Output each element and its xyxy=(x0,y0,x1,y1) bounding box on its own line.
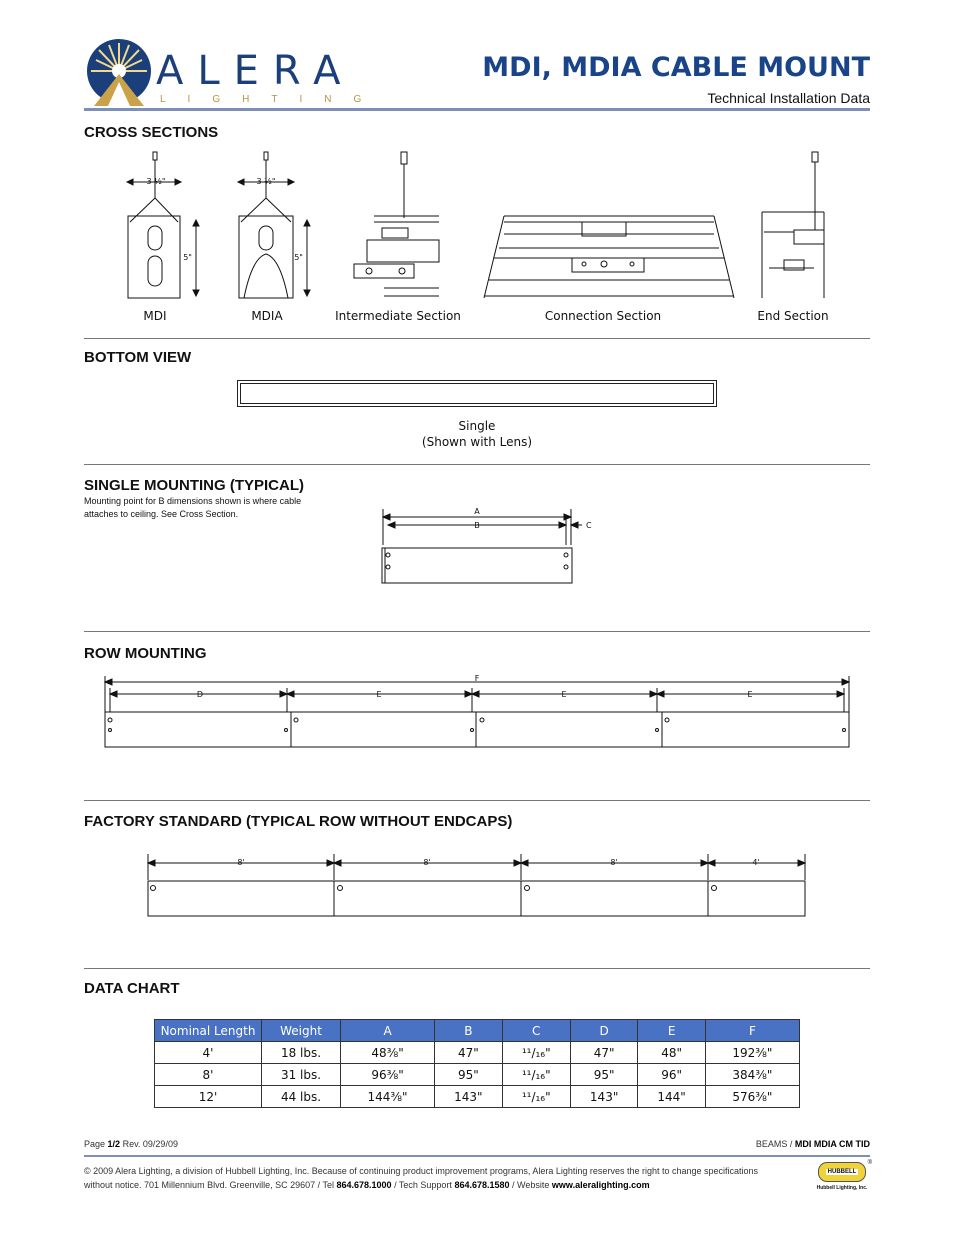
page-number xyxy=(84,1139,178,1149)
hubbell-badge-icon xyxy=(818,1162,866,1182)
table-cell: 95" xyxy=(570,1064,637,1086)
mdia-width-dim: 3 ½" xyxy=(256,177,276,186)
mdi-width-dim: 3 ½" xyxy=(146,177,166,186)
phone: 864.678.1000 xyxy=(336,1180,392,1190)
end-section-drawing xyxy=(762,152,824,298)
page-subtitle: Technical Installation Data xyxy=(707,90,870,106)
dim-c-label: C xyxy=(586,521,592,530)
section-divider xyxy=(84,968,870,969)
section-heading-factory: FACTORY STANDARD (TYPICAL ROW WITHOUT ENDCAPS) xyxy=(84,813,513,830)
factory-dim-label: 4' xyxy=(752,858,760,867)
doc-code: MDI MDIA CM TID xyxy=(794,1139,870,1149)
col-b: B xyxy=(435,1020,502,1042)
address: without notice. 701 Millennium Blvd. Greenville, SC 29607 / Tel xyxy=(84,1180,334,1190)
cross-label-mdia: MDIA xyxy=(251,309,283,323)
revision: Rev. 09/29/09 xyxy=(122,1139,178,1149)
factory-dim-label: 8' xyxy=(237,858,245,867)
table-cell: 143" xyxy=(435,1086,502,1108)
section-divider xyxy=(84,338,870,339)
table-row xyxy=(155,1042,800,1064)
section-divider xyxy=(84,631,870,632)
table-cell: ¹¹/₁₆" xyxy=(502,1042,570,1064)
row-mounting-diagram xyxy=(100,672,856,752)
single-mounting-note: Mounting point for B dimensions shown is where cable attaches to ceiling. See Cross Section. xyxy=(84,496,302,519)
col-weight: Weight xyxy=(262,1020,341,1042)
bottom-view-caption-2: (Shown with Lens) xyxy=(421,435,533,449)
bottom-view-caption-1: Single xyxy=(458,419,496,433)
table-cell: 31 lbs. xyxy=(262,1064,341,1086)
table-cell: 576⅜" xyxy=(705,1086,799,1108)
hubbell-logo xyxy=(812,1162,872,1198)
bottom-view-fixture xyxy=(237,380,717,407)
connection-section-drawing xyxy=(484,216,734,298)
table-cell: 144" xyxy=(638,1086,705,1108)
section-divider xyxy=(84,464,870,465)
logo-wordmark: ALERA xyxy=(156,48,355,94)
cross-label-connection: Connection Section xyxy=(544,309,662,323)
logo-subtitle: LIGHTING xyxy=(160,94,384,105)
support-phone: 864.678.1580 xyxy=(454,1180,510,1190)
table-cell: 47" xyxy=(435,1042,502,1064)
hubbell-badge-text: HUBBELL xyxy=(827,1169,857,1175)
dim-d-label: D xyxy=(196,690,204,699)
header-divider xyxy=(84,108,870,111)
page-value: 1/2 xyxy=(107,1139,121,1149)
table-cell: 4' xyxy=(155,1042,262,1064)
dim-a-label: A xyxy=(474,507,480,516)
mdia-height-dim: 5" xyxy=(294,253,303,262)
table-row xyxy=(155,1086,800,1108)
website-label: / Website xyxy=(512,1180,550,1190)
col-d: D xyxy=(570,1020,637,1042)
cross-label-mdi: MDI xyxy=(143,309,167,323)
table-header-row xyxy=(155,1020,800,1042)
table-cell: 12' xyxy=(155,1086,262,1108)
table-cell: 95" xyxy=(435,1064,502,1086)
table-cell: 18 lbs. xyxy=(262,1042,341,1064)
section-heading-row: ROW MOUNTING xyxy=(84,645,207,662)
table-cell: 48⅜" xyxy=(341,1042,435,1064)
table-cell: 8' xyxy=(155,1064,262,1086)
table-cell: 47" xyxy=(570,1042,637,1064)
section-divider xyxy=(84,800,870,801)
mdi-cross-section xyxy=(127,152,199,298)
table-row xyxy=(155,1064,800,1086)
table-cell: 44 lbs. xyxy=(262,1086,341,1108)
website-link[interactable]: www.aleralighting.com xyxy=(551,1180,650,1190)
copyright-text xyxy=(84,1164,784,1192)
contact-line xyxy=(84,1178,784,1192)
single-mounting-diagram xyxy=(374,505,604,590)
table-cell: 143" xyxy=(570,1086,637,1108)
registered-mark: ® xyxy=(867,1160,872,1166)
section-heading-single: SINGLE MOUNTING (TYPICAL) xyxy=(84,477,304,494)
table-cell: 96⅜" xyxy=(341,1064,435,1086)
dim-f-label: F xyxy=(474,674,480,683)
mdi-height-dim: 5" xyxy=(183,253,192,262)
cross-label-intermediate: Intermediate Section xyxy=(335,309,461,323)
section-heading-chart: DATA CHART xyxy=(84,980,180,997)
table-cell: ¹¹/₁₆" xyxy=(502,1064,570,1086)
dim-e-label: E xyxy=(747,690,753,699)
logo-sunburst-icon xyxy=(84,38,154,108)
col-a: A xyxy=(341,1020,435,1042)
cross-section-drawings xyxy=(84,148,870,308)
support-label: / Tech Support xyxy=(394,1180,452,1190)
copyright-line: © 2009 Alera Lighting, a division of Hubbell Lighting, Inc. Because of continuing product improvement programs, Alera Lighting reserves the right to change specifications xyxy=(84,1166,759,1176)
table-cell: 48" xyxy=(638,1042,705,1064)
alera-logo xyxy=(84,38,384,110)
factory-standard-diagram xyxy=(144,850,810,920)
intermediate-section-drawing xyxy=(354,152,439,296)
col-nominal-length: Nominal Length xyxy=(155,1020,262,1042)
section-heading-bottom: BOTTOM VIEW xyxy=(84,349,192,366)
factory-dim-label: 8' xyxy=(610,858,618,867)
table-cell: 96" xyxy=(638,1064,705,1086)
document-code xyxy=(756,1139,870,1149)
dim-e-label: E xyxy=(376,690,382,699)
cross-label-end: End Section xyxy=(757,309,829,323)
page-title: MDI, MDIA CABLE MOUNT xyxy=(482,52,870,83)
doc-prefix: BEAMS / xyxy=(755,1139,793,1149)
table-cell: 144⅜" xyxy=(341,1086,435,1108)
table-cell: ¹¹/₁₆" xyxy=(502,1086,570,1108)
factory-dim-label: 8' xyxy=(423,858,431,867)
section-heading-cross: CROSS SECTIONS xyxy=(84,124,219,141)
page-label: Page xyxy=(84,1139,106,1149)
mdia-cross-section xyxy=(238,152,310,298)
col-e: E xyxy=(638,1020,705,1042)
dim-b-label: B xyxy=(474,521,480,530)
data-chart-table xyxy=(154,1019,800,1108)
dim-e-label: E xyxy=(561,690,567,699)
col-c: C xyxy=(502,1020,570,1042)
hubbell-caption: Hubbell Lighting, Inc. xyxy=(816,1185,868,1191)
table-cell: 192⅜" xyxy=(705,1042,799,1064)
table-cell: 384⅜" xyxy=(705,1064,799,1086)
footer-divider xyxy=(84,1155,870,1157)
col-f: F xyxy=(705,1020,799,1042)
